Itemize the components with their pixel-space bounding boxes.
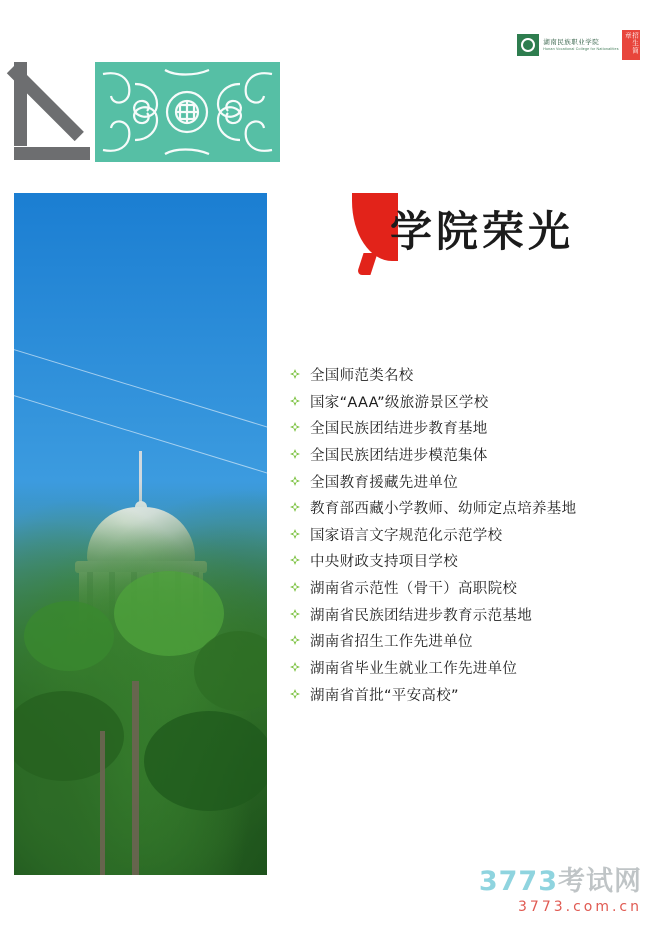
- tree-cluster: [144, 711, 267, 811]
- diamond-bullet-icon: [288, 396, 302, 412]
- tree-cluster: [14, 691, 124, 781]
- diamond-bullet-icon: [288, 502, 302, 518]
- decorative-pattern-block: [95, 62, 280, 162]
- diamond-bullet-icon: [288, 689, 302, 705]
- watermark-main: [479, 868, 642, 895]
- list-item-label: 湖南省示范性（骨干）高职院校: [310, 581, 518, 597]
- list-item: [288, 367, 648, 385]
- diamond-bullet-icon: [288, 582, 302, 598]
- ethnic-pattern-icon: [95, 62, 280, 162]
- logo-text: [543, 39, 619, 51]
- diamond-bullet-icon: [288, 449, 302, 465]
- list-item-label: 湖南省毕业生就业工作先进单位: [310, 660, 518, 677]
- logo-mark-icon: [517, 34, 539, 56]
- list-item-label: 全国民族团结进步模范集体: [310, 447, 488, 464]
- list-item-label: 湖南省招生工作先进单位: [310, 634, 473, 651]
- list-item: [288, 420, 648, 438]
- diamond-bullet-icon: [288, 609, 302, 625]
- diamond-bullet-icon: [288, 635, 302, 651]
- list-item-label: 全国民族团结进步教育基地: [310, 421, 488, 438]
- list-item-label: 国家语言文字规范化示范学校: [310, 527, 503, 544]
- watermark-url: 3773.com.cn: [518, 899, 642, 915]
- list-item-label: 中央财政支持项目学校: [310, 554, 458, 571]
- list-item-label: 湖南省首批“平安高校”: [310, 687, 459, 704]
- list-item: [288, 687, 648, 705]
- diamond-bullet-icon: [288, 555, 302, 571]
- list-item: [288, 660, 648, 678]
- list-item-label: 国家“AAA”级旅游景区学校: [310, 394, 489, 411]
- diamond-bullet-icon: [288, 422, 302, 438]
- list-item-label: 湖南省民族团结进步教育示范基地: [310, 607, 532, 624]
- list-item: [288, 607, 648, 625]
- watermark: [479, 868, 642, 914]
- list-item-label: 教育部西藏小学教师、幼师定点培养基地: [310, 501, 577, 518]
- list-item: [288, 633, 648, 651]
- list-item: [288, 447, 648, 465]
- tree-cluster: [194, 631, 267, 711]
- page-title: 学院荣光: [390, 207, 575, 256]
- diamond-bullet-icon: [288, 662, 302, 678]
- decorative-arrow: [14, 62, 90, 160]
- arrow-horizontal-bar: [14, 147, 90, 160]
- tree-trunk: [100, 731, 105, 875]
- college-logo: [520, 30, 640, 60]
- logo-name-en: Hunan Vocational College for Nationalities: [543, 46, 619, 51]
- diamond-bullet-icon: [288, 369, 302, 385]
- tree-cluster: [24, 601, 114, 671]
- list-item: [288, 500, 648, 518]
- list-item: [288, 527, 648, 545]
- list-item: [288, 394, 648, 412]
- logo-tag: 招生简章: [622, 30, 640, 60]
- list-item: [288, 553, 648, 571]
- watermark-number: 3773: [478, 866, 558, 897]
- campus-photo: [14, 193, 267, 875]
- diamond-bullet-icon: [288, 529, 302, 545]
- section-title-block: [352, 193, 632, 273]
- watermark-text: 考试网: [558, 866, 642, 897]
- list-item: [288, 474, 648, 492]
- tree-trunk: [132, 681, 139, 875]
- honors-list: [288, 367, 648, 713]
- logo-name-cn: 湖南民族职业学院: [543, 39, 600, 47]
- list-item-label: 全国教育援藏先进单位: [310, 474, 458, 491]
- photo-foliage: [14, 481, 267, 875]
- list-item-label: 全国师范类名校: [310, 368, 414, 384]
- diamond-bullet-icon: [288, 476, 302, 492]
- list-item: [288, 580, 648, 598]
